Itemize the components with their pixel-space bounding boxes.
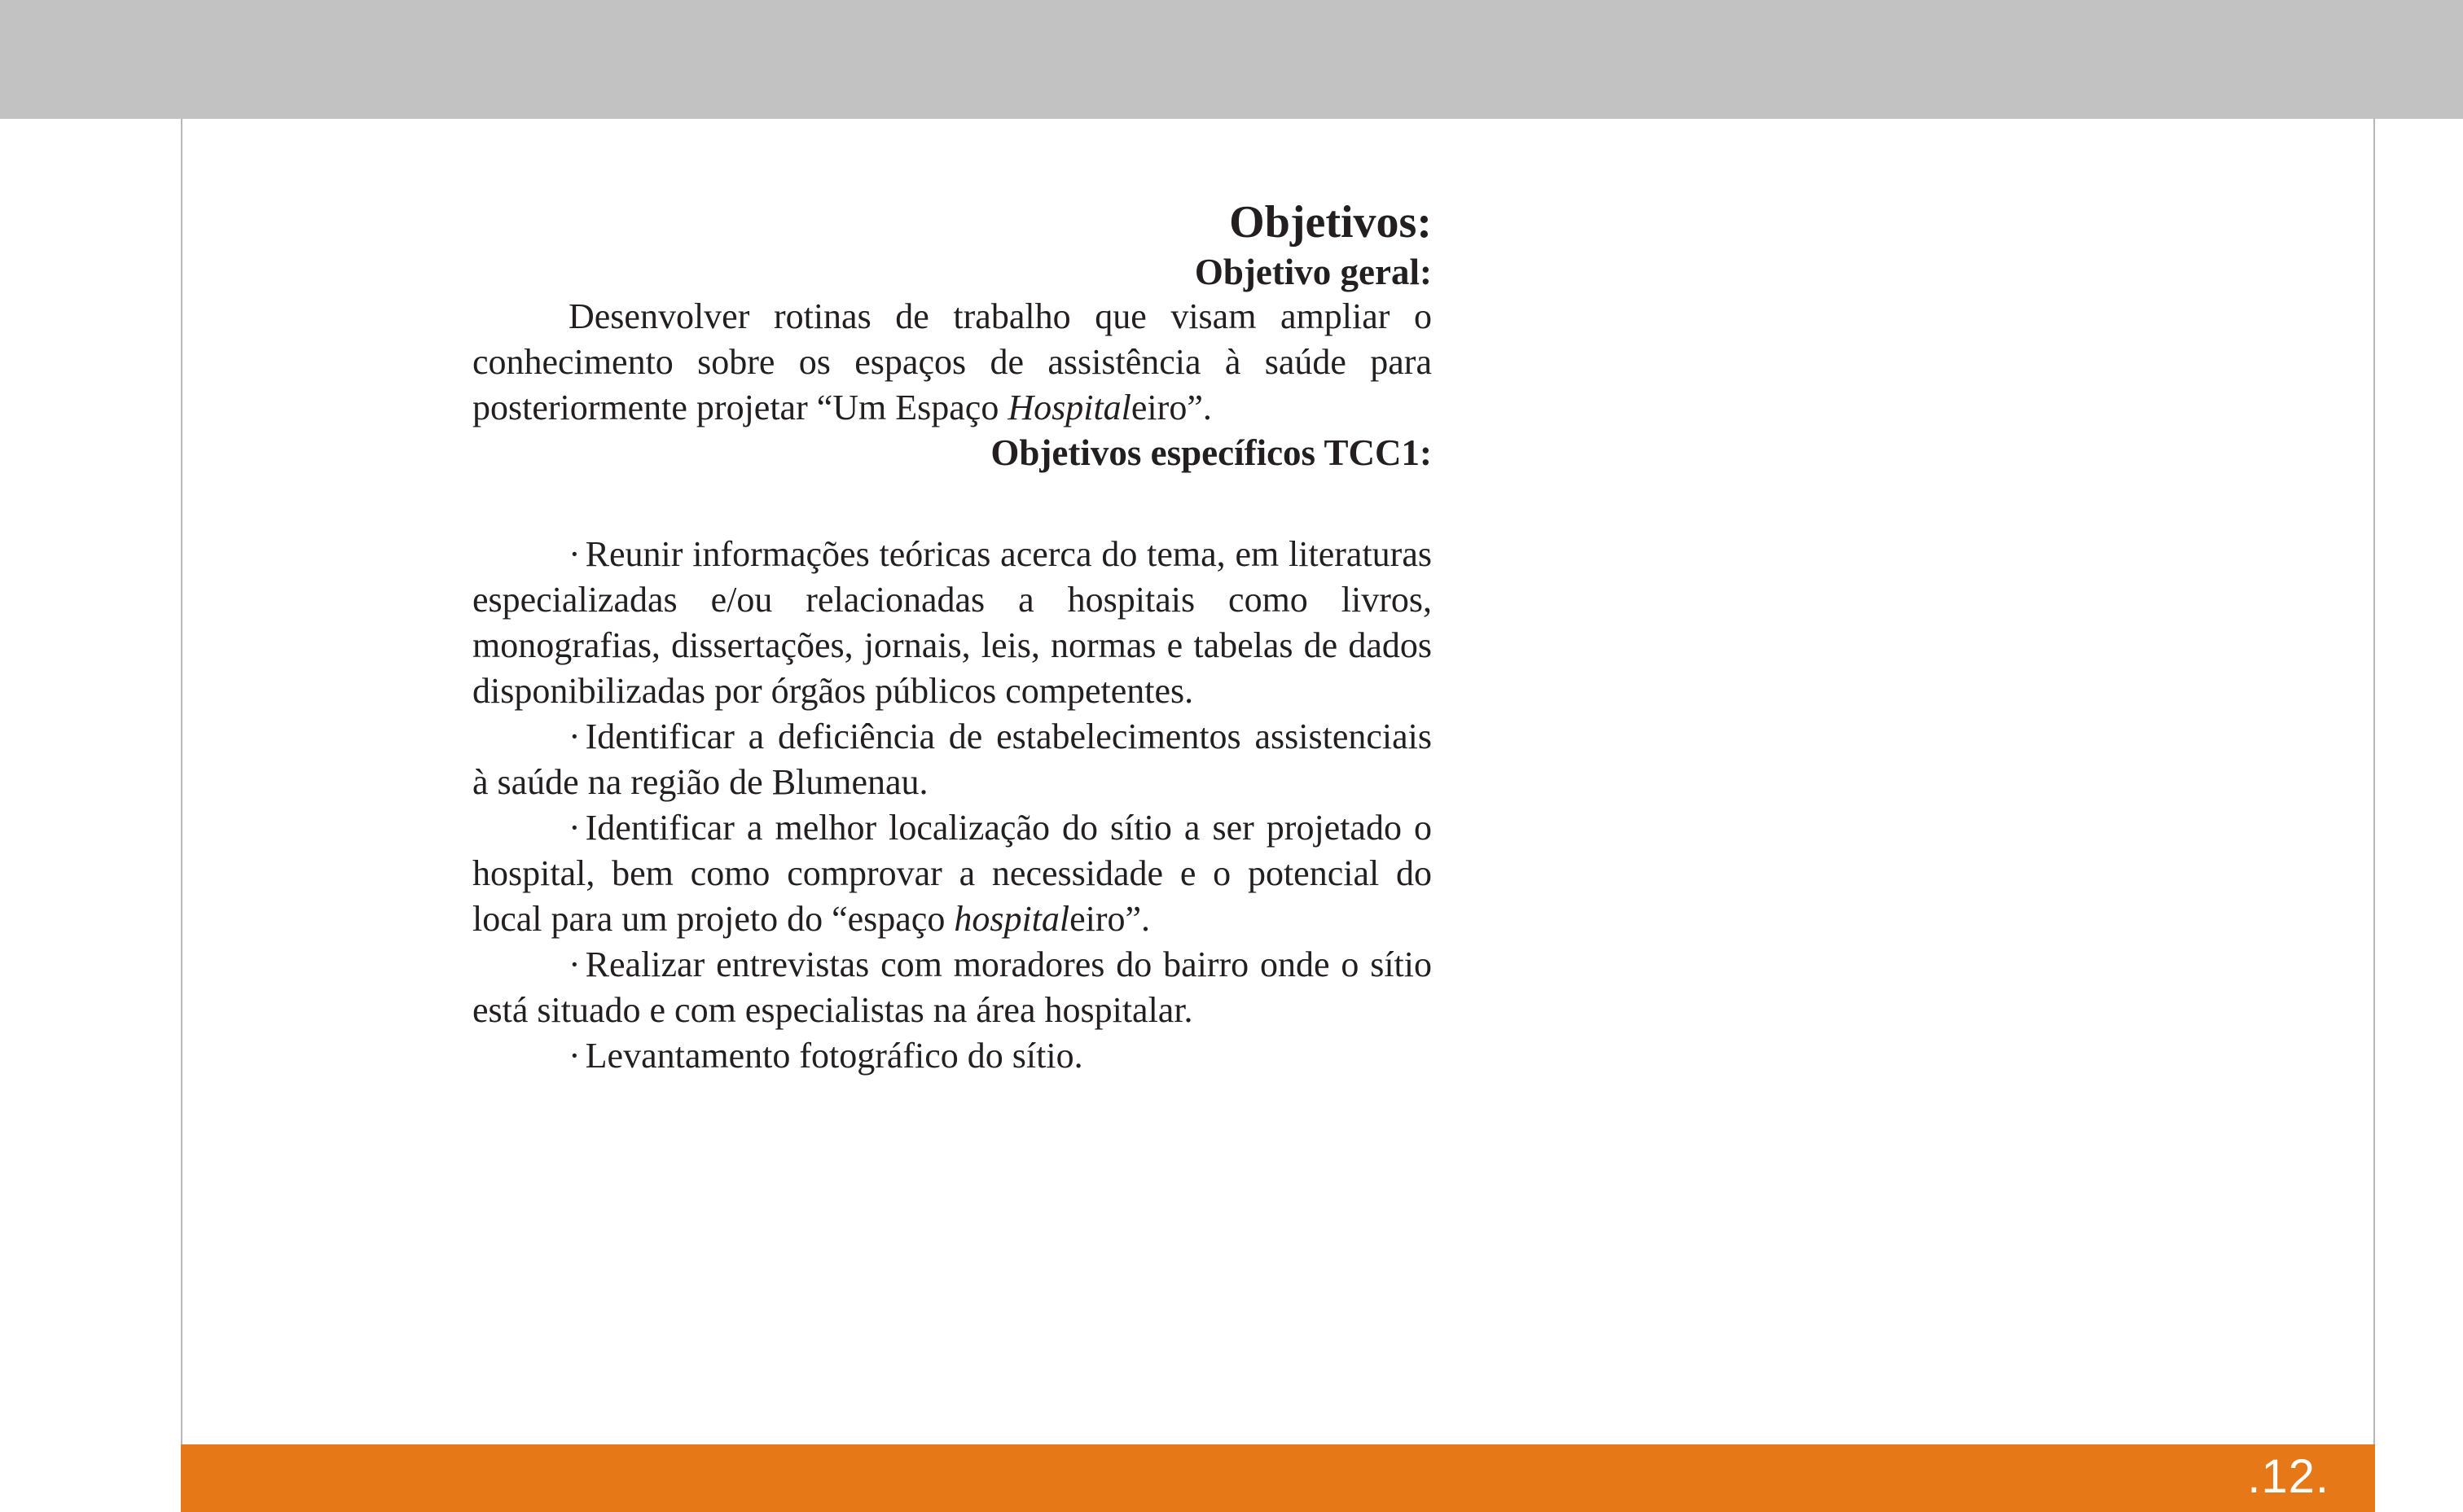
list-item-text-end: eiro”. [1069, 899, 1151, 940]
list-item [472, 805, 1432, 942]
list-item-text: Identificar a deficiência de estabelecimentos assistenciais à saúde na região de Blumenau. [472, 717, 1432, 803]
footer-bar [181, 1444, 2375, 1512]
list-item [472, 532, 1432, 714]
bullet-icon: · [569, 1036, 581, 1076]
page-number: .12. [2247, 1450, 2329, 1503]
list-item-text: Levantamento fotográfico do sítio. [585, 1036, 1083, 1076]
page-title: Objetivos: [1229, 197, 1432, 248]
document-content [472, 195, 1432, 1079]
top-gray-band [0, 0, 2463, 119]
list-item-text: Realizar entrevistas com moradores do bairro onde o sítio está situado e com especialistas na área hospitalar. [472, 944, 1432, 1031]
bullet-icon: · [569, 534, 581, 575]
general-objective-italic: Hospital [1008, 388, 1131, 428]
general-objective-heading: Objetivo geral: [1194, 252, 1432, 293]
general-objective-text: Desenvolver rotinas de trabalho que visam ampliar o conhecimento sobre os espaços de assistência à saúde para posteriormente projetar “Um Espaço [472, 296, 1432, 428]
general-objective-paragraph [472, 294, 1432, 431]
bullet-icon: · [569, 944, 581, 985]
list-item-italic: hospital [954, 899, 1070, 940]
bullet-icon: · [569, 808, 581, 848]
general-objective-text-end: eiro”. [1131, 388, 1212, 428]
specific-objectives-heading: Objetivos específicos TCC1: [990, 432, 1432, 474]
specific-objectives-list [472, 532, 1432, 1079]
list-item-text: Identificar a melhor localização do sítio a ser projetado o hospital, bem como comprovar a necessidade e o potencial do local para um projeto do “espaço [472, 808, 1432, 940]
list-item [472, 1033, 1432, 1079]
bullet-icon: · [569, 717, 581, 757]
list-item [472, 714, 1432, 805]
list-item-text: Reunir informações teóricas acerca do tema, em literaturas especializadas e/ou relacionadas a hospitais como livros, monografias, dissertações, jornais, leis, normas e tabelas de dados disponibilizadas por órgãos públicos competentes. [472, 534, 1432, 712]
list-item [472, 942, 1432, 1033]
